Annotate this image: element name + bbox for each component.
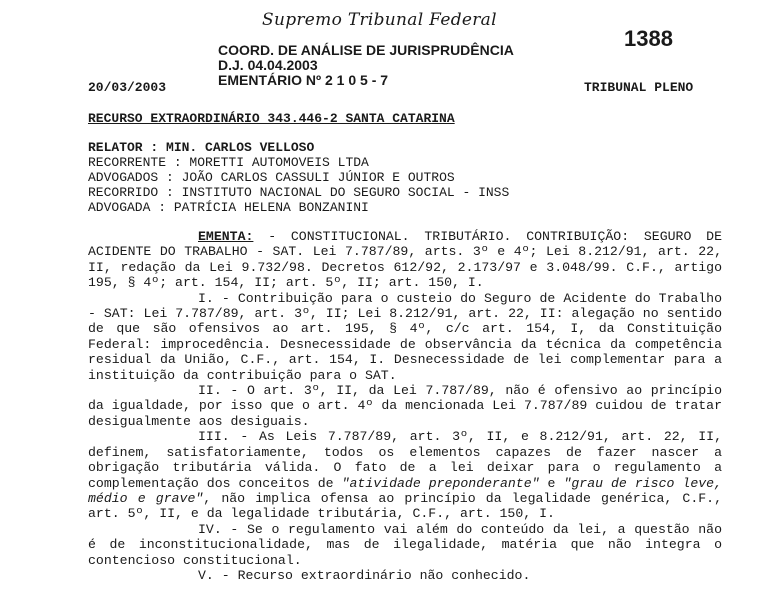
ementa-intro (88, 229, 722, 291)
dj-date: D.J. 04.04.2003 (218, 57, 318, 73)
party-label: ADVOGADOS (88, 170, 159, 185)
ementa-item-3-text: , não implica ofensa ao princípio da legalidade genérica, C.F., art. 5º, II, e da legalidade tributária, C.F., art. 150, I. (88, 490, 722, 522)
page-number: 1388 (624, 26, 673, 51)
quote-grau-risco: "grau de risco leve, médio e grave" (88, 475, 722, 506)
ementario-number: EMENTÁRIO Nº 2 1 0 5 - 7 (218, 72, 389, 88)
quote-atividade: "atividade preponderante" (341, 475, 540, 491)
ementa-body (88, 229, 722, 583)
coord-title: COORD. DE ANÁLISE DE JURISPRUDÊNCIA (218, 42, 514, 58)
ementa-item-4 (88, 522, 722, 568)
party-label: RECORRIDO (88, 185, 159, 200)
party-value: MORETTI AUTOMOVEIS LTDA (189, 155, 369, 170)
tribunal-name: TRIBUNAL PLENO (584, 80, 694, 95)
ementa-item-1-text: I. - Contribuição para o custeio do Seguro de Acidente do Trabalho - SAT: Lei 7.787/89, art. 3º, II; Lei 8.212/91, art. 22, II: alegação no sentido de que são ofensivos ao art. 195, § 4º, c/c art. 154, I, da Constituição Federal: improcedência. Desnecessidade de observância da técnica da competência residual da União, C.F., art. 154, I. Desnecessidade de lei complementar para a instituição da contribuição para o SAT. (88, 290, 722, 383)
party-value: PATRÍCIA HELENA BONZANINI (173, 200, 369, 215)
ementa-item-3-text: III. - As Leis 7.787/89, art. 3º, II, e 8.212/91, art. 22, II, definem, satisfatoriamente, todos os elementos capazes de fazer nascer a obrigação tributária válida. O fato de a lei deixar para o regulamento a complementação dos conceitos de (88, 429, 722, 491)
ementa-item-5 (88, 568, 722, 583)
ementa-intro-text: - CONSTITUCIONAL. TRIBUTÁRIO. CONTRIBUIÇÃO: SEGURO DE ACIDENTE DO TRABALHO - SAT. Lei 7.787/89, arts. 3º e 4º; Lei 8.212/91, art. 22, II, redação da Lei 9.732/98. Decretos 612/92, 2.173/97 e 3.048/99. C.F., artigo 195, § 4º; art. 154, II; art. 5º, II; art. 150, I. (88, 229, 722, 291)
ementa-item-1 (88, 291, 722, 383)
ementa-item-3 (88, 429, 722, 521)
ementa-item-2-text: II. - O art. 3º, II, da Lei 7.787/89, não é ofensivo ao princípio da igualdade, por isso que o art. 4º da mencionada Lei 7.787/89 cuidou de tratar desigualmente aos desiguais. (88, 383, 722, 429)
case-title: RECURSO EXTRAORDINÁRIO 343.446-2 SANTA CATARINA (88, 111, 455, 126)
ementa-item-4-text: IV. - Se o regulamento vai além do conteúdo da lei, a questão não é de inconstitucionalidade, mas de ilegalidade, matéria que não integra o contencioso constitucional. (88, 521, 722, 568)
party-label: RELATOR (88, 140, 143, 155)
party-label: ADVOGADA (88, 200, 151, 215)
ementa-item-3-text: e (539, 475, 564, 491)
ementa-item-2 (88, 383, 722, 429)
party-row: ADVOGADOS : JOÃO CARLOS CASSULI JÚNIOR E OUTROS (88, 170, 455, 185)
party-value: JOÃO CARLOS CASSULI JÚNIOR E OUTROS (181, 170, 455, 185)
party-row: RELATOR : MIN. CARLOS VELLOSO (88, 140, 315, 155)
party-row: ADVOGADA : PATRÍCIA HELENA BONZANINI (88, 200, 369, 215)
court-header: Supremo Tribunal Federal (262, 10, 497, 30)
party-row: RECORRIDO : INSTITUTO NACIONAL DO SEGURO SOCIAL - INSS (88, 185, 510, 200)
ementa-item-5-text: V. - Recurso extraordinário não conhecido. (198, 567, 531, 583)
party-value: INSTITUTO NACIONAL DO SEGURO SOCIAL - INSS (181, 185, 510, 200)
party-label: RECORRENTE (88, 155, 167, 170)
party-row: RECORRENTE : MORETTI AUTOMOVEIS LTDA (88, 155, 369, 170)
ementa-label: EMENTA: (198, 229, 254, 244)
party-value: MIN. CARLOS VELLOSO (166, 140, 315, 155)
session-date: 20/03/2003 (88, 80, 167, 95)
